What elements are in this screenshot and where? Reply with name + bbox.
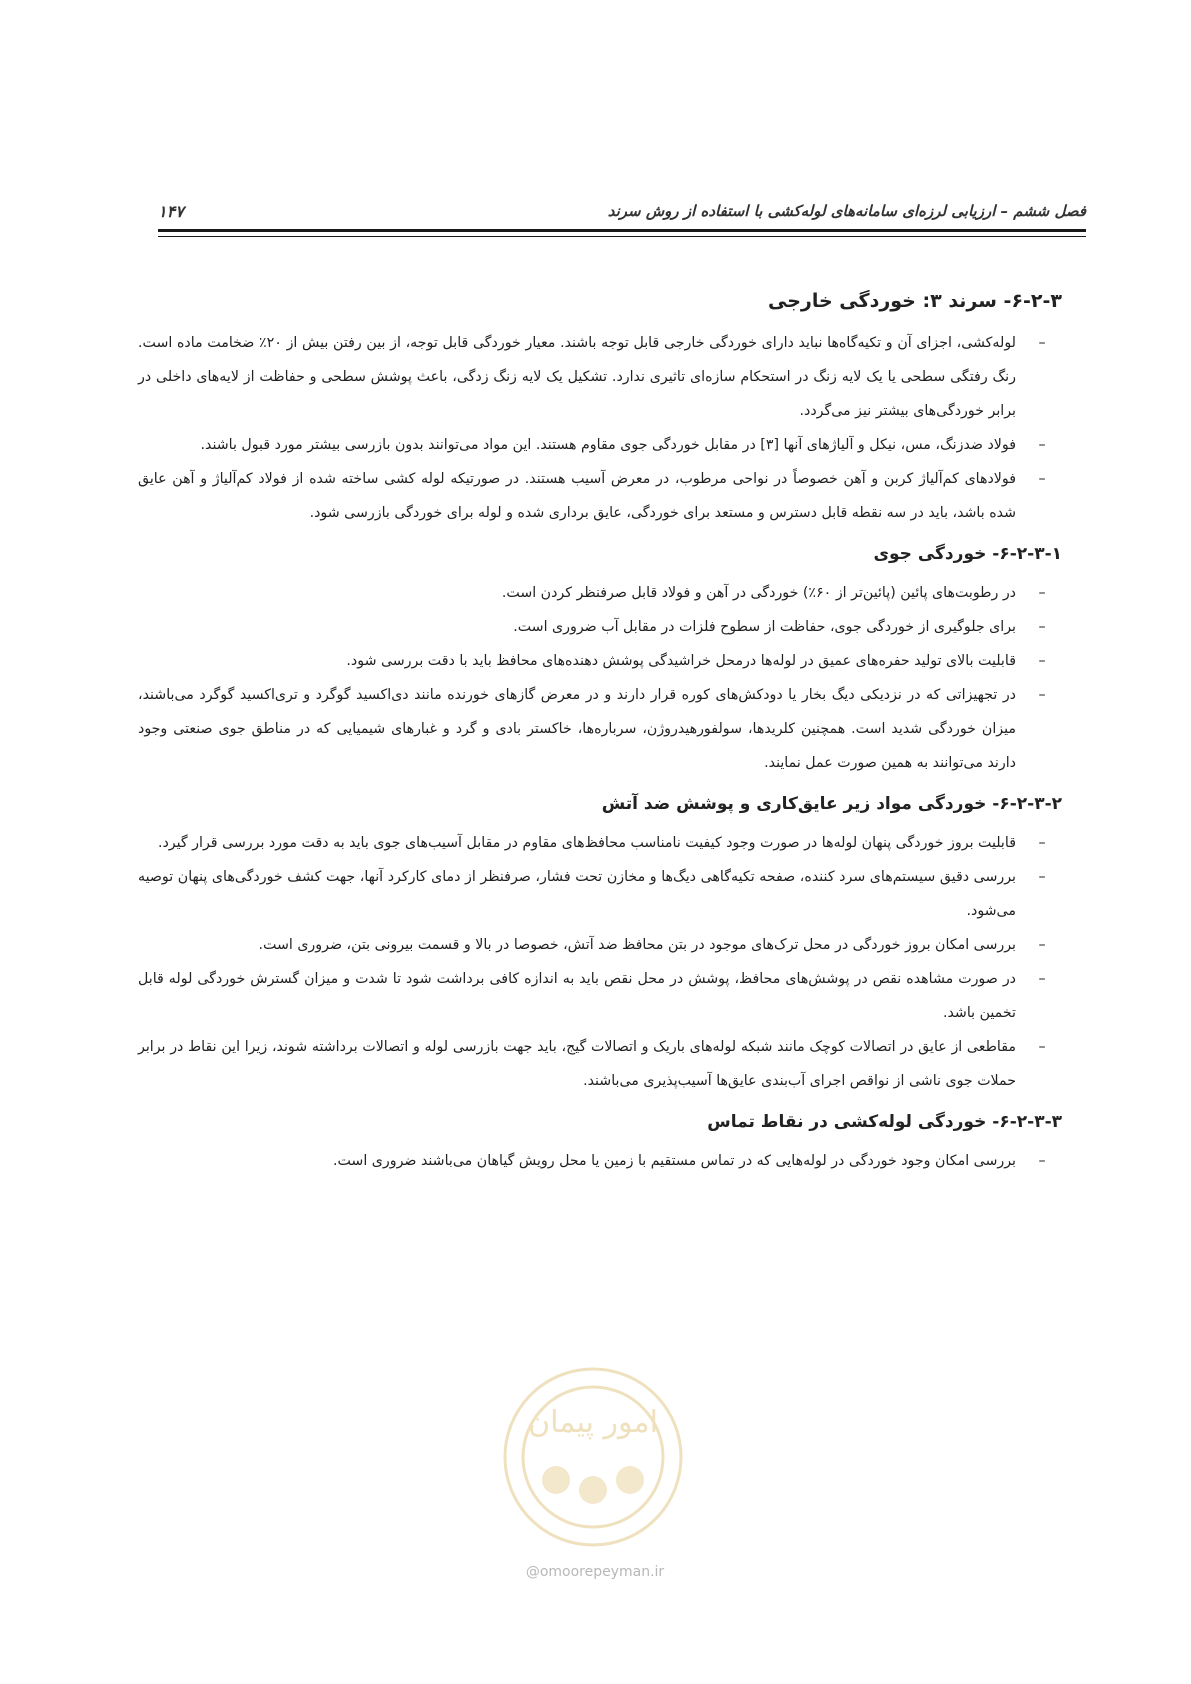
bullet-dash: – — [1038, 835, 1046, 851]
list-item — [138, 962, 1062, 1030]
list-item-text: فولاد ضدزنگ، مس، نیکل و آلیاژهای آنها [۳] در مقابل خوردگی جوی مقاوم هستند. این مواد می‌توانند بدون بازرسی بیشتر مورد قبول باشند. — [200, 437, 1016, 453]
list-item-text: قابلیت بالای تولید حفره‌های عمیق در لوله‌ها درمحل خراشیدگی پوشش دهنده‌های محافظ باید با دقت بررسی شود. — [346, 653, 1016, 669]
page-number: ۱۴۷ — [158, 201, 184, 221]
page-header — [158, 200, 1086, 222]
list-item — [138, 428, 1062, 462]
list-item — [138, 860, 1062, 928]
section-bullets — [138, 326, 1062, 530]
list-item — [138, 326, 1062, 428]
bullet-dash: – — [1038, 471, 1046, 487]
bullet-dash: – — [1038, 1153, 1046, 1169]
list-item-text: بررسی امکان بروز خوردگی در محل ترک‌های موجود در بتن محافظ ضد آتش، خصوصا در بالا و قسمت بیرونی بتن، ضروری است. — [258, 937, 1016, 953]
list-item — [138, 576, 1062, 610]
bullet-dash: – — [1038, 869, 1046, 885]
list-item — [138, 644, 1062, 678]
list-item-text: بررسی دقیق سیستم‌های سرد کننده، صفحه تکیه‌گاهی دیگ‌ها و مخازن تحت فشار، صرفنظر از دمای کارکرد آنها، جهت کشف خوردگی‌های پنهان توصیه می‌شود. — [138, 869, 1016, 919]
bullet-dash: – — [1038, 585, 1046, 601]
section-heading: ۶-۲-۳- سرند ۳: خوردگی خارجی — [768, 290, 1062, 312]
header-rule-thick — [158, 229, 1086, 232]
list-item — [138, 928, 1062, 962]
subsection-heading-insulation: ۶-۲-۳-۲- خوردگی مواد زیر عایق‌کاری و پوشش ضد آتش — [601, 794, 1062, 814]
document-body — [138, 290, 1062, 1192]
bullet-dash: – — [1038, 687, 1046, 703]
bullet-dash: – — [1038, 619, 1046, 635]
list-item-text: فولادهای کم‌آلیاژ کربن و آهن خصوصاً در نواحی مرطوب، در معرض آسیب هستند. در صورتیکه لوله کشی ساخته شده از فولاد کم‌آلیاژ و آهن عایق شده باشد، باید در سه نقطه قابل دسترس و مستعد برای خوردگی، عایق برداری شده و لوله برای خوردگی بازرسی شود. — [138, 471, 1016, 521]
watermark-logo-text: امور پیمان — [528, 1405, 658, 1440]
list-item-text: بررسی امکان وجود خوردگی در لوله‌هایی که در تماس مستقیم با زمین یا محل رویش گیاهان می‌باشند ضروری است. — [332, 1153, 1016, 1169]
bullet-dash: – — [1038, 971, 1046, 987]
list-item — [138, 1144, 1062, 1178]
list-item — [138, 1030, 1062, 1098]
bullet-dash: – — [1038, 335, 1046, 351]
list-item-text: لوله‌کشی، اجزای آن و تکیه‌گاه‌ها نباید دارای خوردگی خارجی قابل توجه باشند. معیار خوردگی قابل توجه، از بین رفتن بیش از ۲۰٪ ضخامت ماده است. رنگ رفتگی سطحی یا یک لایه زنگ در استحکام سازه‌ای تاثیری ندارد. تشکیل یک لایه زنگ زدگی، باعث پوشش سطحی و حفاظت از لایه‌های داخلی در برابر خوردگی‌های بیشتر نیز می‌گردد. — [138, 335, 1017, 419]
subsection-bullets-atmospheric — [138, 576, 1062, 780]
list-item — [138, 610, 1062, 644]
subsection-heading-atmospheric: ۶-۲-۳-۱- خوردگی جوی — [873, 544, 1062, 564]
subsection-heading-contact-points: ۶-۲-۳-۳- خوردگی لوله‌کشی در نقاط تماس — [707, 1112, 1062, 1132]
list-item-text: قابلیت بروز خوردگی پنهان لوله‌ها در صورت وجود کیفیت نامناسب محافظ‌های مقاوم در مقابل آسیب‌های جوی باید به دقت مورد بررسی قرار گیرد. — [157, 835, 1016, 851]
subsection-bullets-contact-points — [138, 1144, 1062, 1178]
list-item — [138, 462, 1062, 530]
header-rule-thin — [158, 236, 1086, 237]
list-item — [138, 678, 1062, 780]
list-item — [138, 826, 1062, 860]
list-item-text: برای جلوگیری از خوردگی جوی، حفاظت از سطوح فلزات در مقابل آب ضروری است. — [513, 619, 1016, 635]
subsection-bullets-insulation — [138, 826, 1062, 1098]
watermark-logo — [478, 1362, 708, 1552]
list-item-text: در رطوبت‌های پائین (پائین‌تر از ۶۰٪) خوردگی در آهن و فولاد قابل صرفنظر کردن است. — [501, 585, 1016, 601]
list-item-text: مقاطعی از عایق در اتصالات کوچک مانند شبکه لوله‌های باریک و اتصالات گیج، باید جهت بازرسی لوله و اتصالات برداشته شوند، زیرا این نقاط در برابر حملات جوی ناشی از نواقص اجرای آب‌بندی عایق‌ها آسیب‌پذیری می‌باشند. — [138, 1039, 1016, 1089]
list-item-text: در صورت مشاهده نقص در پوشش‌های محافظ، پوشش در محل نقص باید به اندازه کافی برداشت شود تا شدت و میزان گسترش خوردگی لوله قابل تخمین باشد. — [138, 971, 1016, 1021]
bullet-dash: – — [1038, 937, 1046, 953]
bullet-dash: – — [1038, 653, 1046, 669]
list-item-text: در تجهیزاتی که در نزدیکی دیگ بخار یا دودکش‌های کوره قرار دارند و در معرض گازهای خورنده مانند دی‌اکسید گوگرد و تری‌اکسید گوگرد می‌باشند، میزان خوردگی شدید است. همچنین کلریدها، سولفورهیدروژن، سرباره‌ها، خاکستر بادی و گرد و غبارهای شیمیایی که در مناطق جوی صنعتی وجود دارند می‌توانند به همین صورت عمل نمایند. — [138, 687, 1016, 771]
bullet-dash: – — [1038, 437, 1046, 453]
bullet-dash: – — [1038, 1039, 1046, 1055]
watermark-url: @omoorepeyman.ir — [525, 1564, 665, 1580]
chapter-title: فصل ششم – ارزیابی لرزه‌ای سامانه‌های لوله‌کشی با استفاده از روش سرند — [607, 202, 1086, 220]
